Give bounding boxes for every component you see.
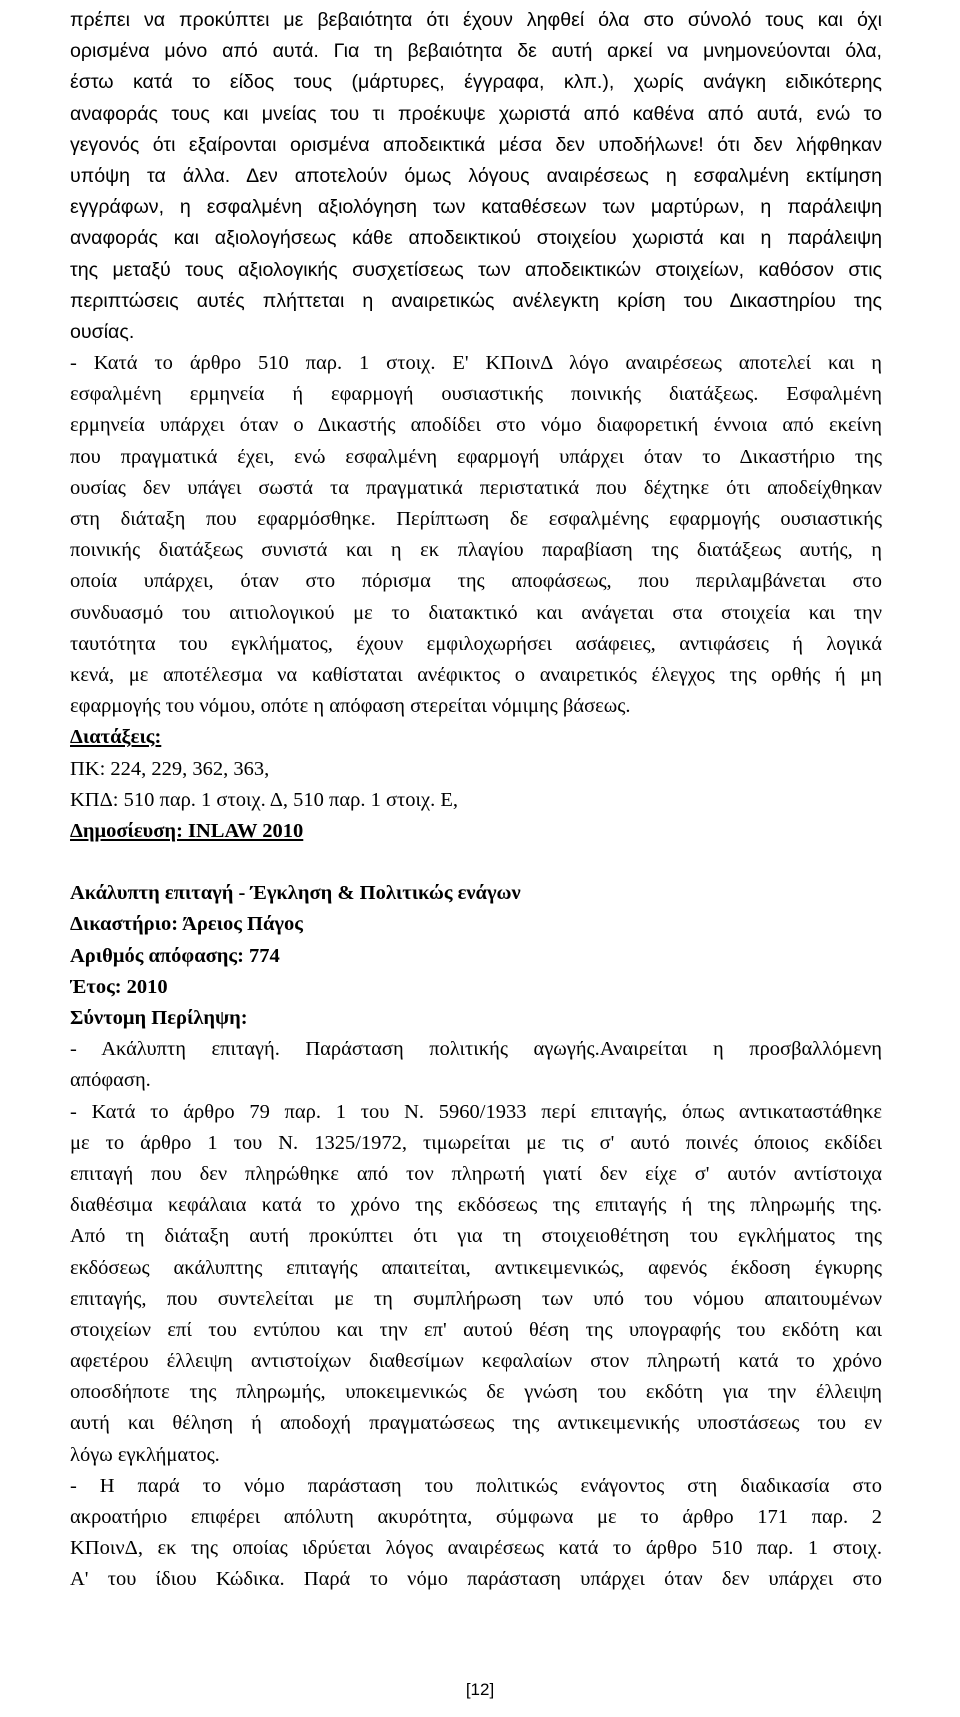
text-line: πρέπει να προκύπτει με βεβαιότητα ότι έχουν ληφθεί όλα στο σύνολό τους και όχι xyxy=(70,9,882,31)
text-line: ορισμένα μόνο από αυτά. Για τη βεβαιότητα δε αυτή αρκεί να μνημονεύονται όλα, xyxy=(70,40,882,63)
text-line: ΚΠοινΔ, εκ της οποίας ιδρύεται λόγος αναιρέσεως κατά το άρθρο 510 παρ. 1 στοιχ. xyxy=(70,1537,882,1560)
text-line: Από τη διάταξη αυτή προκύπτει ότι για τη στοιχειοθέτηση του εγκλήματος της xyxy=(70,1225,882,1248)
section-heading-line: Ακάλυπτη επιταγή - Έγκληση & Πολιτικώς ενάγων xyxy=(70,882,521,905)
document-body xyxy=(70,5,882,1596)
section-heading-line: Δημοσίευση: INLAW 2010 xyxy=(70,819,304,842)
text-line: επιταγή που δεν πληρώθηκε από τον πληρωτή γιατί δεν είχε σ' αυτόν αντίστοιχα xyxy=(70,1162,882,1185)
text-line: λόγω εγκλήματος. xyxy=(70,1443,220,1466)
text-line: εφαρμογής του νόμου, οπότε η απόφαση στερείται νόμιμης βάσεως. xyxy=(70,695,631,718)
section-heading-line: Αριθμός απόφασης: 774 xyxy=(70,944,280,967)
text-line: κενά, με αποτέλεσμα να καθίσταται ανέφικτος ο αναιρετικός έλεγχος της ορθής ή μη xyxy=(70,663,882,686)
text-line: επιταγής, που συντελείται με τη συμπλήρωση των υπό του νόμου απαιτουμένων xyxy=(70,1287,882,1310)
text-line: γεγονός ότι εξαίρονται ορισμένα αποδεικτικά μέσα δεν υποδήλωνε! ότι δεν λήφθηκαν xyxy=(70,133,882,156)
blank-line xyxy=(70,847,882,878)
text-line: διαθέσιμα κεφάλαια κατά το χρόνο της εκδόσεως της επιταγής ή της πληρωμής της. xyxy=(70,1194,882,1217)
text-line: περιπτώσεις αυτές πλήττεται η αναιρετικώς ανέλεγκτη κρίση του Δικαστηρίου της xyxy=(70,289,882,312)
text-line: - Κατά το άρθρο 79 παρ. 1 του Ν. 5960/1933 περί επιταγής, όπως αντικαταστάθηκε xyxy=(70,1100,882,1123)
text-line: συνδυασμό του αιτιολογικού με το διατακτικό και ανάγεται στα στοιχεία και την xyxy=(70,601,882,624)
section-heading-line: Δικαστήριο: Άρειος Πάγος xyxy=(70,913,303,936)
text-line: εκδόσεως ακάλυπτης επιταγής απαιτείται, αντικειμενικώς, αφενός έκδοση έγκυρης xyxy=(70,1256,882,1279)
text-line: ακροατήριο επιφέρει απόλυτη ακυρότητα, σύμφωνα με το άρθρο 171 παρ. 2 xyxy=(70,1506,882,1528)
section-heading-line: Σύντομη Περίληψη: xyxy=(70,1007,248,1029)
text-line: - Η παρά το νόμο παράσταση του πολιτικώς ενάγοντος στη διαδικασία στο xyxy=(70,1474,882,1497)
text-line: αναφοράς τους και μνείας του τι προέκυψε χωριστά από καθένα από αυτά, ενώ το xyxy=(70,102,882,125)
text-line: ταυτότητα του εγκλήματος, έχουν εμφιλοχωρήσει ασάφειες, αντιφάσεις ή λογικά xyxy=(70,632,882,655)
section-heading-line: Διατάξεις: xyxy=(70,726,162,749)
text-line: - Κατά το άρθρο 510 παρ. 1 στοιχ. Ε' ΚΠοινΔ λόγο αναιρέσεως αποτελεί και η xyxy=(70,352,882,375)
text-line: ουσίας. xyxy=(70,320,135,343)
text-line: ΠΚ: 224, 229, 362, 363, xyxy=(70,757,270,780)
text-line: υπόψη τα άλλα. Δεν αποτελούν όμως λόγους αναιρέσεως η εσφαλμένη εκτίμηση xyxy=(70,164,882,187)
text-line: εγγράφων, η εσφαλμένη αξιολόγηση των καταθέσεων των μαρτύρων, η παράλειψη xyxy=(70,196,882,219)
text-line: ποινικής διατάξεως συνιστά και η εκ πλαγίου παραβίαση της διατάξεως αυτής, η xyxy=(70,539,882,562)
text-line: στη διάταξη που εφαρμόσθηκε. Περίπτωση δε εσφαλμένης εφαρμογής ουσιαστικής xyxy=(70,508,882,530)
text-line: στοιχείων επί του εντύπου και την επ' αυτού θέση της υπογραφής του εκδότη και xyxy=(70,1318,882,1341)
text-line: έστω κατά το είδος τους (μάρτυρες, έγγραφα, κλπ.), χωρίς ανάγκη ειδικότερης xyxy=(70,71,882,94)
section-heading-line: Έτος: 2010 xyxy=(70,975,168,998)
text-line: ΚΠΔ: 510 παρ. 1 στοιχ. Δ, 510 παρ. 1 στοιχ. Ε, xyxy=(70,788,459,811)
text-line: εσφαλμένη ερμηνεία ή εφαρμογή ουσιαστικής ποινικής διατάξεως. Εσφαλμένη xyxy=(70,383,882,406)
text-line: που πραγματικά έχει, ενώ εσφαλμένη εφαρμογή υπάρχει όταν το Δικαστήριο της xyxy=(70,445,882,468)
text-line: ερμηνεία υπάρχει όταν ο Δικαστής αποδίδει στο νόμο διαφορετική έννοια από εκείνη xyxy=(70,414,882,437)
text-line: - Ακάλυπτη επιταγή. Παράσταση πολιτικής αγωγής.Αναιρείται η προσβαλλόμενη xyxy=(70,1038,882,1061)
text-line: Α' του ίδιου Κώδικα. Παρά το νόμο παράσταση υπάρχει όταν δεν υπάρχει στο xyxy=(70,1568,882,1591)
text-line: αναφοράς και αξιολογήσεως κάθε αποδεικτικού στοιχείου χωριστά και η παράλειψη xyxy=(70,227,882,250)
text-line: οποία υπάρχει, όταν στο πόρισμα της αποφάσεως, που περιλαμβάνεται στο xyxy=(70,570,882,593)
text-line: της μεταξύ τους αξιολογικής συσχετίσεως των αποδεικτικών στοιχείων, καθόσον στις xyxy=(70,258,882,281)
text-line: αφετέρου έλλειψη αντιστοίχων διαθεσίμων κεφαλαίων στον πληρωτή κατά το χρόνο xyxy=(70,1350,882,1373)
text-line: οποσδήποτε της πληρωμής, υποκειμενικώς δε γνώση του εκδότη για την έλλειψη xyxy=(70,1381,882,1404)
text-line: ουσίας δεν υπάγει σωστά τα πραγματικά περιστατικά που δέχτηκε ότι αποδείχθηκαν xyxy=(70,476,882,499)
text-line: αυτή και θέληση ή αποδοχή πραγματώσεως της αντικειμενικής υποστάσεως του εν xyxy=(70,1412,882,1435)
page-number: [12] xyxy=(465,1680,495,1699)
text-line: με το άρθρο 1 του Ν. 1325/1972, τιμωρείται με τις σ' αυτό ποινές όποιος εκδίδει xyxy=(70,1131,882,1154)
text-line: απόφαση. xyxy=(70,1069,151,1092)
